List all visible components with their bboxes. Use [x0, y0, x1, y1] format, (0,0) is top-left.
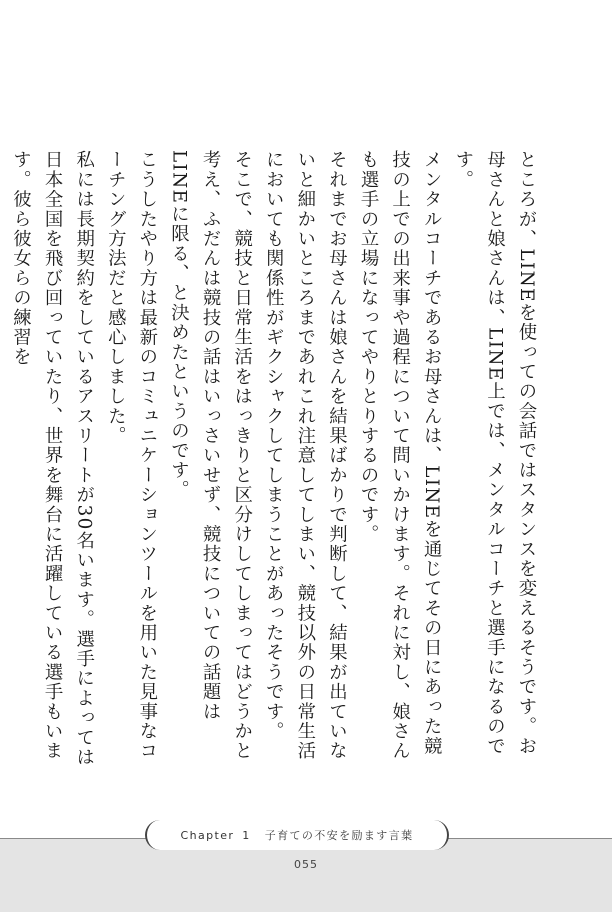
paragraph-6: 私には長期契約をしているアスリートが30名います。選手によっては日本全国を飛び回っていたり、世界を舞台に活躍している選手もいます。彼ら彼女らの練習を	[10, 150, 95, 768]
body-text	[5, 150, 542, 768]
paragraph-1: ところが、LINEを使っての会話ではスタンスを変えるそうです。お母さんと娘さんは、LINE上では、メンタルコーチと選手になるのです。	[452, 150, 537, 756]
chapter-word: Chapter	[180, 828, 235, 842]
paragraph-2: メンタルコーチであるお母さんは、LINEを通じてその日にあった競技の上での出来事や過程について問いかけます。それに対し、娘さんも選手の立場になってやりとりするのです。	[358, 150, 443, 761]
page-number: 055	[294, 858, 318, 871]
paragraph-3: それまでお母さんは娘さんを結果ばかりで判断して、結果が出ていないと細かいところまであれこれ注意してしまい、競技以外の日常生活においても関係性がギクシャクしてしまうことがあったそうです。	[263, 150, 348, 761]
paragraph-4: そこで、競技と日常生活をはっきりと区分けしてしまってはどうかと考え、ふだんは競技の話はいっさいせず、競技についての話題はLINEに限る、と決めたというのです。	[168, 150, 253, 761]
paragraph-5: こうしたやり方は最新のコミュニケーションツールを用いた見事なコーチング方法だと感心しました。	[105, 150, 158, 761]
chapter-title: 子育ての不安を励ます言葉	[264, 829, 414, 842]
chapter-number: 1	[242, 828, 251, 842]
chapter-label	[145, 820, 449, 850]
